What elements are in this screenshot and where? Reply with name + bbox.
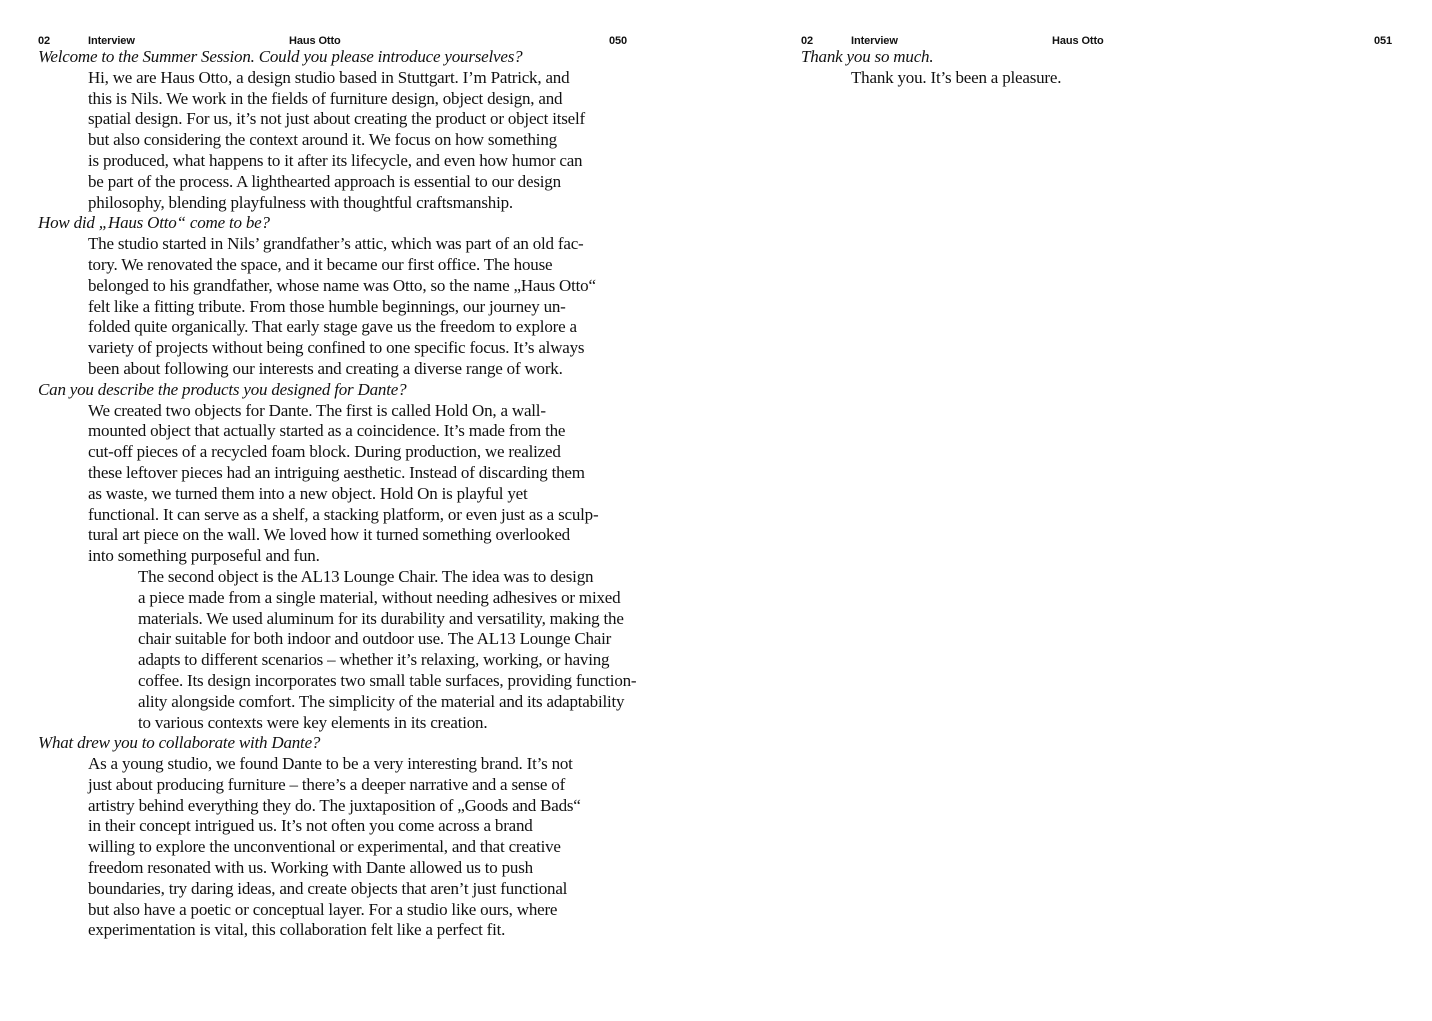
- interview-answer: [88, 754, 638, 941]
- text-line: We created two objects for Dante. The first is called Hold On, a wall-: [88, 400, 546, 420]
- text-line: into something purposeful and fun.: [88, 546, 320, 566]
- left-running-title: Haus Otto: [289, 35, 341, 47]
- interview-answer: [88, 401, 638, 734]
- text-line: just about producing furniture – there’s a deeper narrative and a sense of: [88, 774, 566, 794]
- text-line: Hi, we are Haus Otto, a design studio based in Stuttgart. I’m Patrick, and: [88, 67, 570, 87]
- text-line: The studio started in Nils’ grandfather’s attic, which was part of an old fac-: [88, 234, 584, 254]
- text-line: functional. It can serve as a shelf, a stacking platform, or even just as a sculp-: [88, 504, 599, 524]
- text-line: ality alongside comfort. The simplicity of the material and its adaptability: [138, 691, 625, 711]
- left-page-number: 050: [609, 35, 628, 47]
- left-interview-text: [38, 47, 638, 941]
- text-line: folded quite organically. That early stage gave us the freedom to explore a: [88, 317, 577, 337]
- answer-paragraph: [88, 754, 638, 941]
- interview-answer: [88, 234, 638, 380]
- text-line: mounted object that actually started as a coincidence. It’s made from the: [88, 421, 566, 441]
- text-line: felt like a fitting tribute. From those humble beginnings, our journey un-: [88, 296, 566, 316]
- text-line: as waste, we turned them into a new object. Hold On is playful yet: [88, 483, 528, 503]
- text-line: to various contexts were key elements in its creation.: [138, 712, 488, 732]
- text-line: chair suitable for both indoor and outdoor use. The AL13 Lounge Chair: [138, 629, 612, 649]
- text-line: The second object is the AL13 Lounge Chair. The idea was to design: [138, 566, 594, 586]
- answer-paragraph: [88, 234, 638, 380]
- text-line: these leftover pieces had an intriguing aesthetic. Instead of discarding them: [88, 462, 585, 482]
- right-section-label: Interview: [851, 35, 898, 47]
- text-line: be part of the process. A lighthearted approach is essential to our design: [88, 171, 561, 191]
- text-line: artistry behind everything they do. The juxtaposition of „Goods and Bads“: [88, 795, 581, 815]
- text-line: tory. We renovated the space, and it became our first office. The house: [88, 254, 553, 274]
- left-section-number: 02: [38, 35, 51, 47]
- right-interview-text: [801, 47, 1401, 89]
- text-line: boundaries, try daring ideas, and create objects that aren’t just functional: [88, 878, 568, 898]
- right-page: [716, 0, 1432, 1021]
- text-line: belonged to his grandfather, whose name was Otto, so the name „Haus Otto“: [88, 275, 596, 295]
- text-line: been about following our interests and creating a diverse range of work.: [88, 358, 563, 378]
- text-line: adapts to different scenarios – whether it’s relaxing, working, or having: [138, 650, 610, 670]
- text-line: a piece made from a single material, without needing adhesives or mixed: [138, 587, 621, 607]
- text-line: in their concept intrigued us. It’s not often you come across a brand: [88, 816, 533, 836]
- answer-paragraph: [88, 567, 638, 733]
- left-section-label: Interview: [88, 35, 135, 47]
- text-line: but also have a poetic or conceptual layer. For a studio like ours, where: [88, 899, 558, 919]
- interview-question: Can you describe the products you designed for Dante?: [38, 379, 407, 399]
- interview-question: How did „Haus Otto“ come to be?: [38, 213, 270, 233]
- right-page-number: 051: [1374, 35, 1393, 47]
- answer-paragraph: [851, 68, 1401, 89]
- interview-question: Welcome to the Summer Session. Could you please introduce yourselves?: [38, 47, 523, 66]
- answer-paragraph: [88, 68, 638, 214]
- text-line: cut-off pieces of a recycled foam block. During production, we realized: [88, 442, 561, 462]
- text-line: materials. We used aluminum for its durability and versatility, making the: [138, 608, 624, 628]
- text-line: willing to explore the unconventional or experimental, and that creative: [88, 837, 561, 857]
- text-line: is produced, what happens to it after its lifecycle, and even how humor can: [88, 150, 583, 170]
- text-line: philosophy, blending playfulness with thoughtful craftsmanship.: [88, 192, 513, 212]
- text-line: this is Nils. We work in the fields of furniture design, object design, and: [88, 88, 563, 108]
- text-line: As a young studio, we found Dante to be a very interesting brand. It’s not: [88, 754, 573, 774]
- interview-question: What drew you to collaborate with Dante?: [38, 733, 321, 753]
- right-running-title: Haus Otto: [1052, 35, 1104, 47]
- text-line: but also considering the context around it. We focus on how something: [88, 130, 557, 150]
- interview-question: Thank you so much.: [801, 47, 934, 66]
- interview-answer: [88, 68, 638, 214]
- text-line: experimentation is vital, this collaboration felt like a perfect fit.: [88, 920, 506, 940]
- text-line: variety of projects without being confined to one specific focus. It’s always: [88, 338, 585, 358]
- interview-answer: [851, 68, 1401, 89]
- right-section-number: 02: [801, 35, 814, 47]
- text-line: freedom resonated with us. Working with Dante allowed us to push: [88, 858, 533, 878]
- text-line: Thank you. It’s been a pleasure.: [851, 67, 1062, 87]
- answer-paragraph: [88, 401, 638, 567]
- text-line: tural art piece on the wall. We loved how it turned something overlooked: [88, 525, 570, 545]
- text-line: coffee. Its design incorporates two small table surfaces, providing function-: [138, 670, 637, 690]
- text-line: spatial design. For us, it’s not just about creating the product or object itself: [88, 109, 586, 129]
